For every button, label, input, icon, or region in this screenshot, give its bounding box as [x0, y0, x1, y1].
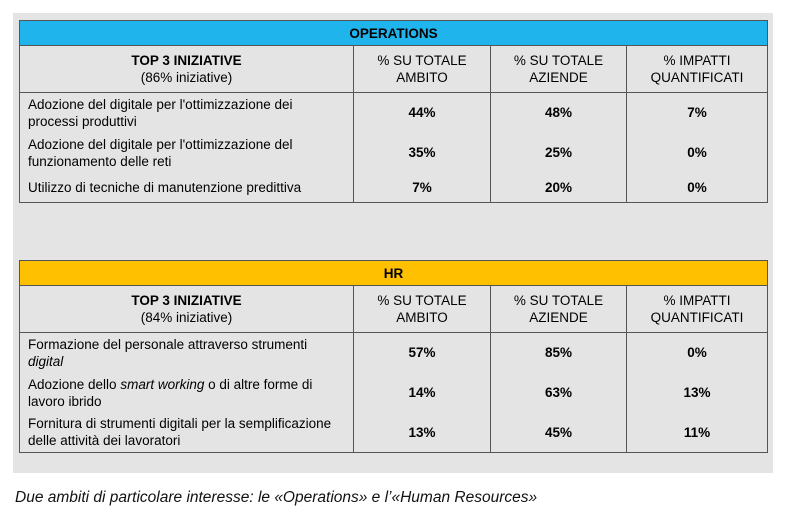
row-description: Fornitura di strumenti digitali per la semplificazione delle attività dei lavoratori	[20, 413, 354, 453]
row-ambito: 14%	[354, 373, 491, 413]
table-row	[20, 333, 768, 373]
hr-header-row	[20, 286, 768, 333]
row-ambito: 57%	[354, 333, 491, 373]
row-aziende: 48%	[491, 93, 627, 133]
row-impatti: 0%	[627, 173, 768, 203]
row-ambito: 44%	[354, 93, 491, 133]
table-row	[20, 93, 768, 133]
figure-caption: Due ambiti di particolare interesse: le «Operations» e l’«Human Resources»	[15, 489, 538, 506]
col-impatti-header: % IMPATTI QUANTIFICATI	[627, 46, 768, 93]
table-row	[20, 133, 768, 173]
row-description: Adozione dello smart working o di altre forme di lavoro ibrido	[20, 373, 354, 413]
row-impatti: 0%	[627, 133, 768, 173]
col-aziende-header: % SU TOTALE AZIENDE	[491, 46, 627, 93]
row-aziende: 85%	[491, 333, 627, 373]
row-ambito: 35%	[354, 133, 491, 173]
table-row	[20, 413, 768, 453]
operations-title: OPERATIONS	[20, 21, 768, 46]
col-ambito-header: % SU TOTALE AMBITO	[354, 46, 491, 93]
row-impatti: 11%	[627, 413, 768, 453]
row-ambito: 7%	[354, 173, 491, 203]
col-aziende-header: % SU TOTALE AZIENDE	[491, 286, 627, 333]
row-impatti: 7%	[627, 93, 768, 133]
row-ambito: 13%	[354, 413, 491, 453]
col-ambito-header: % SU TOTALE AMBITO	[354, 286, 491, 333]
col-impatti-header: % IMPATTI QUANTIFICATI	[627, 286, 768, 333]
row-aziende: 20%	[491, 173, 627, 203]
row-description: Adozione del digitale per l'ottimizzazione dei processi produttivi	[20, 93, 354, 133]
row-impatti: 13%	[627, 373, 768, 413]
tables-panel	[13, 13, 773, 473]
hr-title: HR	[20, 261, 768, 286]
table-row	[20, 373, 768, 413]
row-description: Adozione del digitale per l'ottimizzazione del funzionamento delle reti	[20, 133, 354, 173]
col-initiatives-header: TOP 3 INIZIATIVE (84% iniziative)	[20, 286, 354, 333]
hr-table	[19, 260, 768, 453]
row-description: Formazione del personale attraverso strumenti digital	[20, 333, 354, 373]
col-initiatives-header: TOP 3 INIZIATIVE (86% iniziative)	[20, 46, 354, 93]
operations-table	[19, 20, 768, 203]
row-aziende: 45%	[491, 413, 627, 453]
operations-header-row	[20, 46, 768, 93]
row-impatti: 0%	[627, 333, 768, 373]
row-description: Utilizzo di tecniche di manutenzione predittiva	[20, 173, 354, 203]
row-aziende: 25%	[491, 133, 627, 173]
table-row	[20, 173, 768, 203]
row-aziende: 63%	[491, 373, 627, 413]
